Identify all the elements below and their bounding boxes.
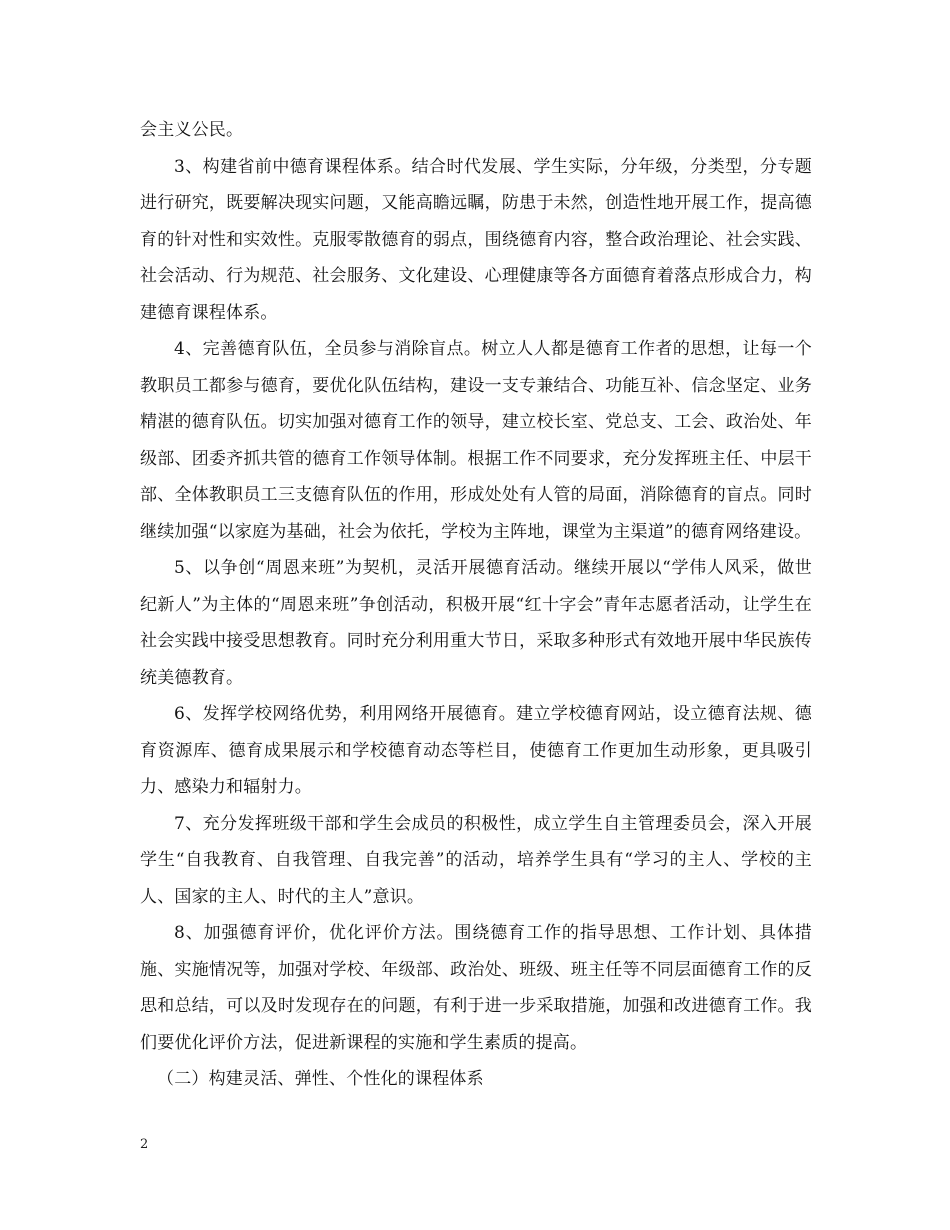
- document-body: [140, 112, 812, 1098]
- section-heading: （二）构建灵活、弹性、个性化的课程体系: [157, 1069, 484, 1089]
- paragraph-item-4: 4、完善德育队伍，全员参与消除盲点。树立人人都是德育工作者的思想，让每一个教职员工都参与德育，要优化队伍结构，建设一支专兼结合、功能互补、信念坚定、业务精湛的德育队伍。切实加强对德育工作的领导，建立校长室、党总支、工会、政治处、年级部、团委齐抓共管的德育工作领导体制。根据工作不同要求，充分发挥班主任、中层干部、全体教职员工三支德育队伍的作用，形成处处有人管的局面，消除德育的盲点。同时继续加强“以家庭为基础，社会为依托，学校为主阵地，课堂为主渠道”的德育网络建设。: [140, 339, 812, 542]
- paragraph-item-6: 6、发挥学校网络优势，利用网络开展德育。建立学校德育网站，设立德育法规、德育资源库、德育成果展示和学校德育动态等栏目，使德育工作更加生动形象，更具吸引力、感染力和辐射力。: [140, 704, 812, 797]
- paragraph-item-8: 8、加强德育评价，优化评价方法。围绕德育工作的指导思想、工作计划、具体措施、实施情况等，加强对学校、年级部、政治处、班级、班主任等不同层面德育工作的反思和总结，可以及时发现存在的问题，有利于进一步采取措施，加强和改进德育工作。我们要优化评价方法，促进新课程的实施和学生素质的提高。: [140, 923, 812, 1053]
- paragraph-item-3: 3、构建省前中德育课程体系。结合时代发展、学生实际，分年级，分类型，分专题进行研究，既要解决现实问题，又能高瞻远瞩，防患于未然，创造性地开展工作，提高德育的针对性和实效性。克服零散德育的弱点，围绕德育内容，整合政治理论、社会实践、社会活动、行为规范、社会服务、文化建设、心理健康等各方面德育着落点形成合力，构建德育课程体系。: [140, 156, 812, 323]
- paragraph-continuation: 会主义公民。: [140, 120, 244, 140]
- paragraph-item-5: 5、以争创“周恩来班”为契机，灵活开展德育活动。继续开展以“学伟人风采，做世纪新人”为主体的“周恩来班”争创活动，积极开展“红十字会”青年志愿者活动，让学生在社会实践中接受思想教育。同时充分利用重大节日，采取多种形式有效地开展中华民族传统美德教育。: [140, 558, 812, 688]
- page-number: 2: [140, 1137, 149, 1152]
- paragraph-item-7: 7、充分发挥班级干部和学生会成员的积极性，成立学生自主管理委员会，深入开展学生“自我教育、自我管理、自我完善”的活动，培养学生具有“学习的主人、学校的主人、国家的主人、时代的主人”意识。: [140, 813, 812, 907]
